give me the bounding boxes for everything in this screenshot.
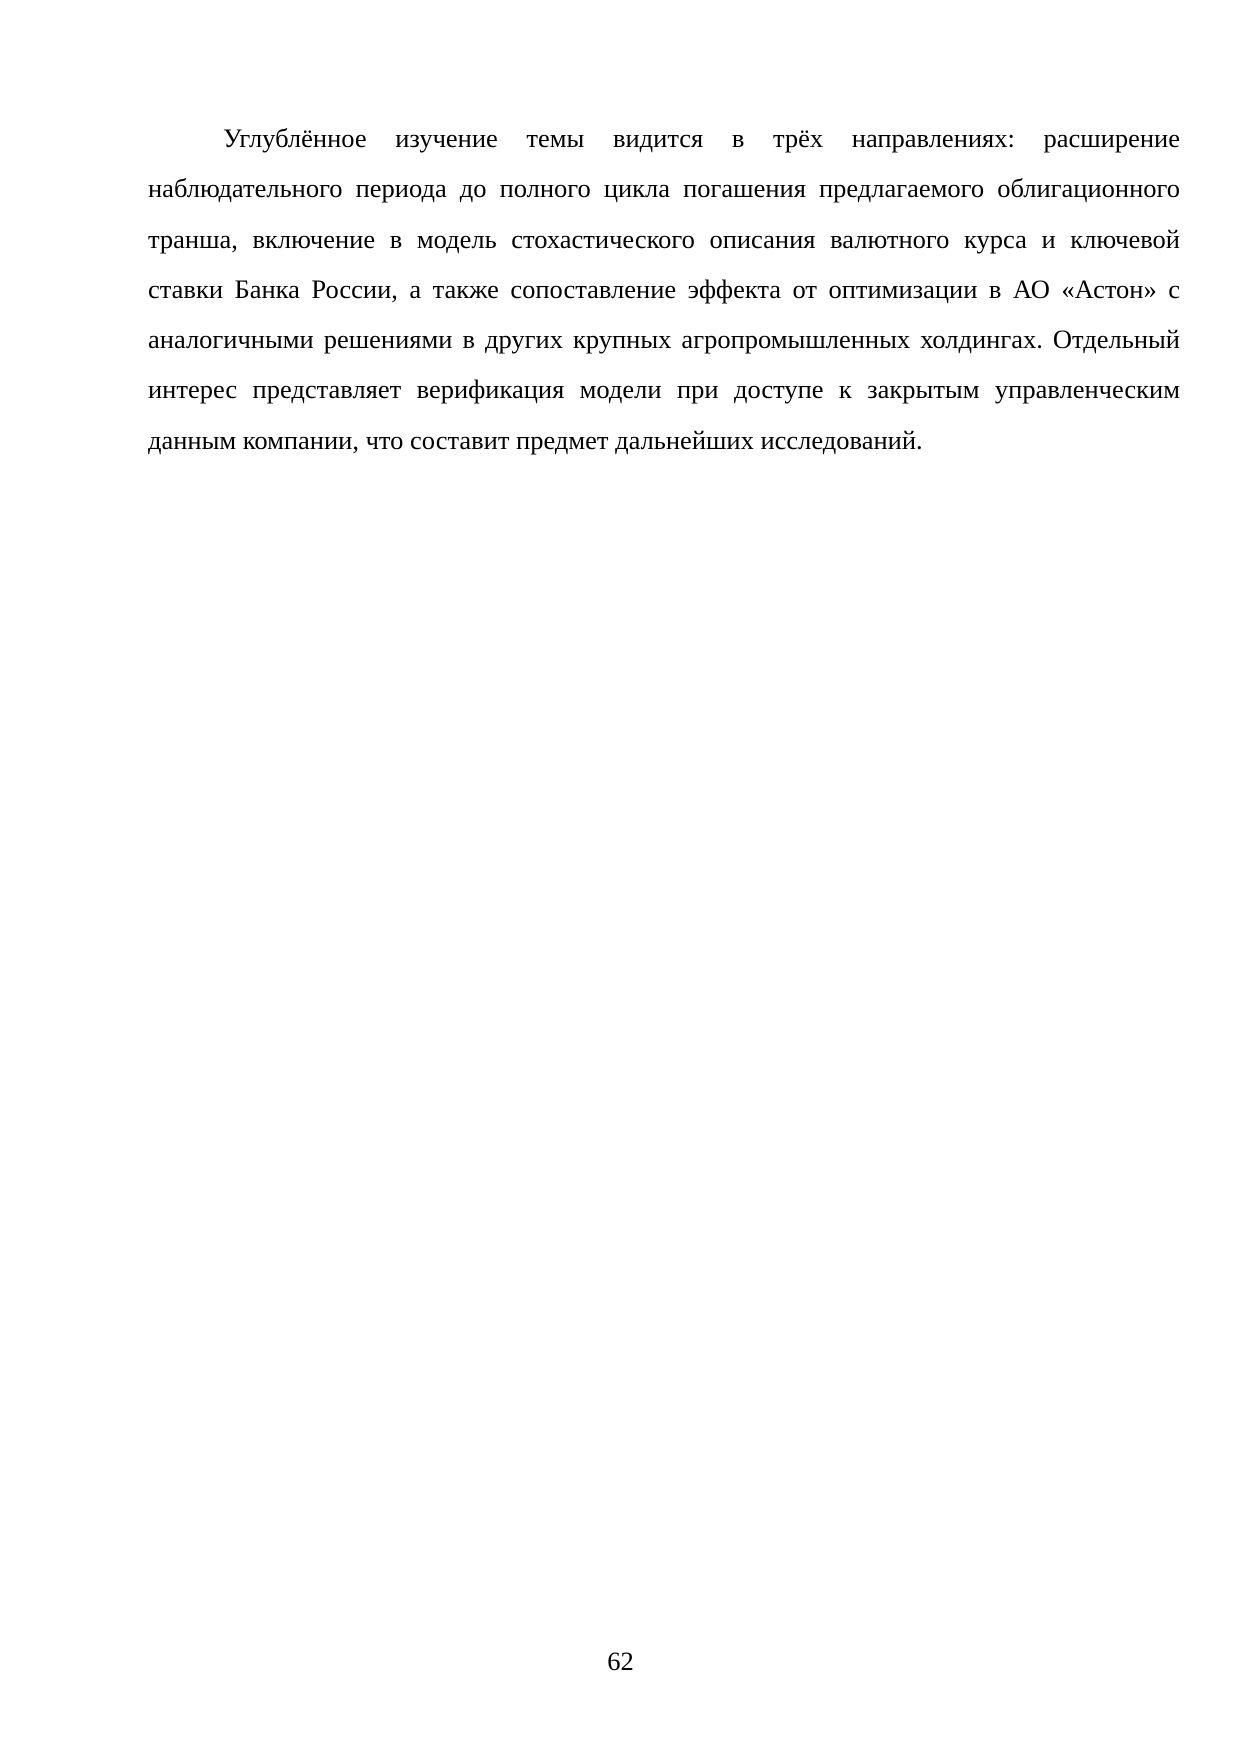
- body-paragraph: Углублённое изучение темы видится в трёх направлениях: расширение наблюдательного периода до полного цикла погашения предлагаемого облигационного транша, включение в модель стохастического описания валютного курса и ключевой ставки Банка России, а также сопоставление эффекта от оптимизации в АО «Астон» с аналогичными решениями в других крупных агропромышленных холдингах. Отдельный интерес представляет верификация модели при доступе к закрытым управленческим данным компании, что составит предмет дальнейших исследований.: [148, 123, 1180, 455]
- page-number: 62: [607, 1646, 634, 1676]
